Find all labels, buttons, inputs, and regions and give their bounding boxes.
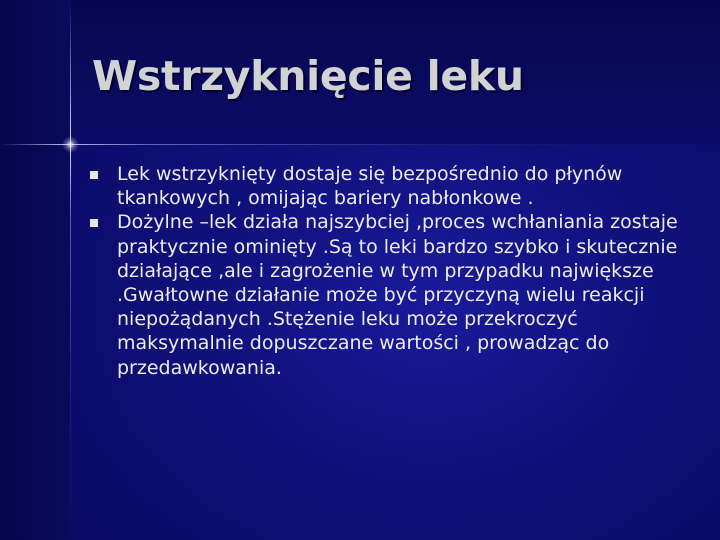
slide-title: Wstrzyknięcie leku [92, 52, 524, 100]
vertical-accent-line [70, 0, 71, 540]
bullet-list [88, 162, 688, 380]
bullet-text: Dożylne –lek działa najszybciej ,proces wchłaniania zostaje praktycznie ominięty .Są to leki bardzo szybko i skutecznie działające ,ale i zagrożenie w tym przypadku największe .Gwałtowne działanie może być przyczyną wielu reakcji niepożądanych .Stężenie leku może przekroczyć maksymalnie dopuszczane wartości , prowadząc do przedawkowania. [117, 211, 678, 379]
bullet-text: Lek wstrzyknięty dostaje się bezpośrednio do płynów tkankowych , omijając bariery nabłonkowe . [117, 163, 623, 210]
left-decorative-band [0, 0, 70, 540]
square-bullet-icon [90, 171, 98, 179]
sparkle-icon [62, 136, 79, 153]
bullet-item [88, 162, 688, 210]
horizontal-accent-line [0, 144, 720, 145]
bullet-item [88, 210, 688, 379]
square-bullet-icon [90, 219, 98, 227]
